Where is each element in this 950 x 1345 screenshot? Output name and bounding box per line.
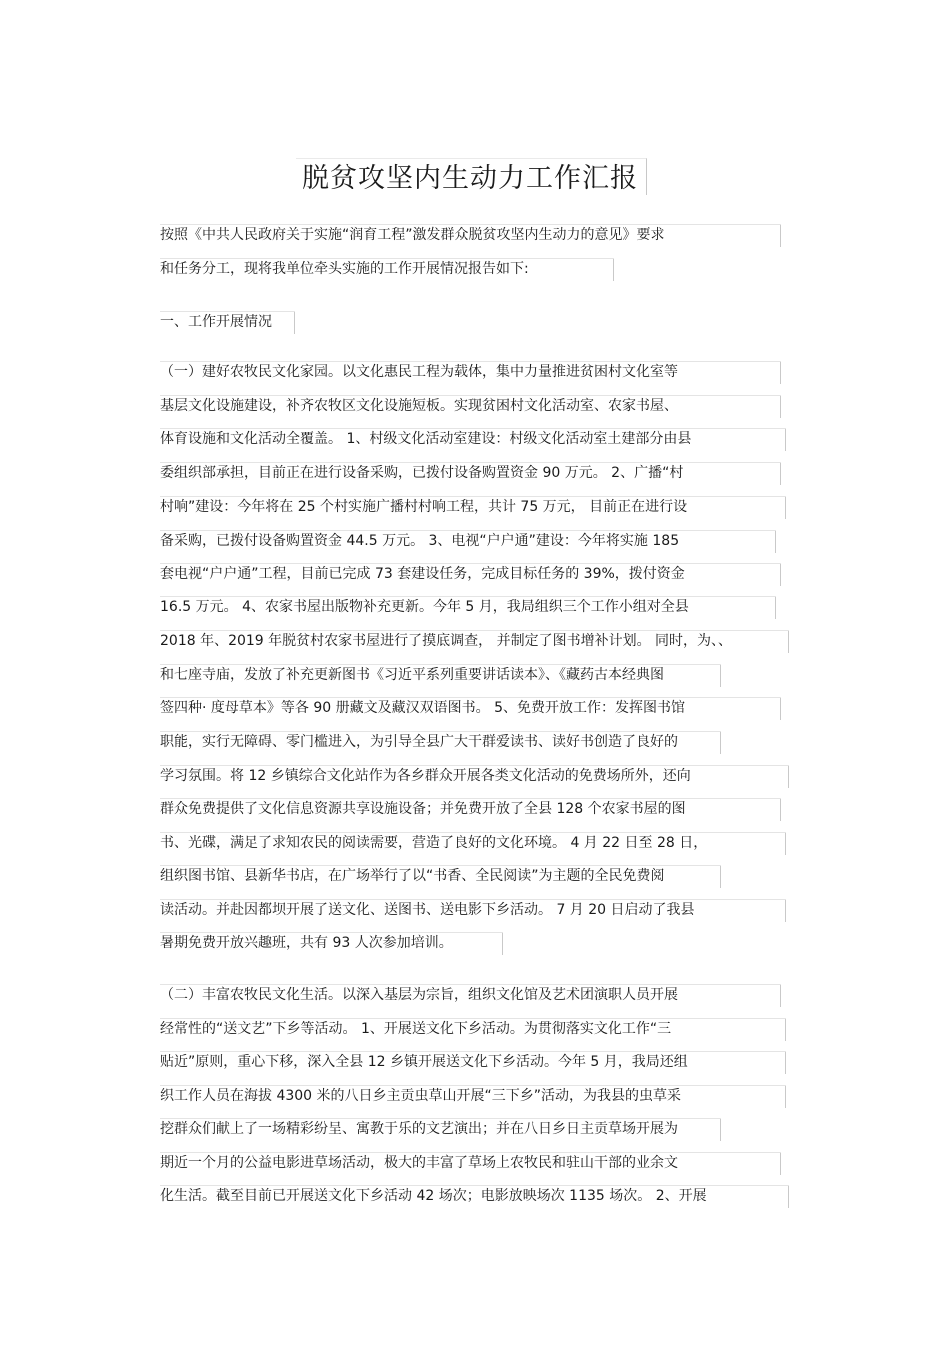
body-text-line: 群众免费提供了文化信息资源共享设施设备；并免费开放了全县 128 个农家书屋的图 [160, 801, 686, 817]
body-text-line: 化生活。截至目前已开展送文化下乡活动 42 场次；电影放映场次 1135 场次。 2、开展 [160, 1188, 707, 1204]
body-text-line: 学习氛围。将 12 乡镇综合文化站作为各乡群众开展各类文化活动的免费场所外，还向 [160, 768, 691, 784]
body-text-line: 期近一个月的公益电影进草场活动，极大的丰富了草场上农牧民和驻山干部的业余文 [160, 1155, 678, 1171]
body-text-line: 2018 年、2019 年脱贫村农家书屋进行了摸底调查， 并制定了图书增补计划。 同时，为、、 [160, 633, 733, 649]
body-text-line: 村响”建设：今年将在 25 个村实施广播村村响工程，共计 75 万元， 目前正在进行设 [160, 499, 688, 515]
body-text-line: 和任务分工，现将我单位牵头实施的工作开展情况报告如下: [160, 261, 529, 277]
body-text-line: 暑期免费开放兴趣班，共有 93 人次参加培训。 [160, 935, 453, 951]
body-text-line: 备采购，已拨付设备购置资金 44.5 万元。 3、电视“户户通”建设：今年将实施 185 [160, 533, 680, 549]
body-text-line: 职能，实行无障碍、零门槛进入，为引导全县广大干群爱读书、读好书创造了良好的 [160, 734, 678, 750]
body-text-line: 组织图书馆、县新华书店，在广场举行了以“书香、全民阅读”为主题的全民免费阅 [160, 868, 665, 884]
body-text-line: 读活动。并赴因都坝开展了送文化、送图书、送电影下乡活动。 7 月 20 日启动了我县 [160, 902, 695, 918]
body-text-line: 贴近”原则，重心下移，深入全县 12 乡镇开展送文化下乡活动。今年 5 月，我局还组 [160, 1054, 688, 1070]
body-text-line: 按照《中共人民政府关于实施“润育工程”激发群众脱贫攻坚内生动力的意见》要求 [160, 227, 665, 243]
body-text-line: 基层文化设施建设，补齐农牧区文化设施短板。实现贫困村文化活动室、农家书屋、 [160, 398, 678, 414]
body-text-line: 挖群众们献上了一场精彩纷呈、寓教于乐的文艺演出；并在八日乡日主贡草场开展为 [160, 1121, 678, 1137]
body-text-line: 套电视“户户通”工程，目前已完成 73 套建设任务，完成目标任务的 39%，拨付资金 [160, 566, 685, 582]
body-text-line: 16.5 万元。 4、农家书屋出版物补充更新。今年 5 月，我局组织三个工作小组对全县 [160, 599, 689, 615]
body-text-line: 委组织部承担，目前正在进行设备采购，已拨付设备购置资金 90 万元。 2、广播“村 [160, 465, 684, 481]
section-heading: 一、工作开展情况 [160, 314, 272, 330]
page-title: 脱贫攻坚内生动力工作汇报 [302, 163, 638, 194]
body-text-line: 和七座寺庙，发放了补充更新图书《习近平系列重要讲话读本》、《藏药古本经典图 [160, 667, 664, 683]
body-text-line: 织工作人员在海拔 4300 米的八日乡主贡虫草山开展“三下乡”活动，为我县的虫草采 [160, 1088, 682, 1104]
body-text-line: 签四种· 度母草本》等各 90 册藏文及藏汉双语图书。 5、免费开放工作：发挥图书馆 [160, 700, 685, 716]
body-text-line: 经常性的“送文艺”下乡等活动。 1、开展送文化下乡活动。为贯彻落实文化工作“三 [160, 1021, 672, 1037]
body-text-line: （一）建好农牧民文化家园。以文化惠民工程为载体，集中力量推进贫困村文化室等 [160, 364, 678, 380]
body-text-line: 体育设施和文化活动全覆盖。 1、村级文化活动室建设：村级文化活动室土建部分由县 [160, 431, 692, 447]
body-text-line: 书、光碟，满足了求知农民的阅读需要，营造了良好的文化环境。 4 月 22 日至 28 日， [160, 835, 708, 851]
body-text-line: （二）丰富农牧民文化生活。以深入基层为宗旨，组织文化馆及艺术团演职人员开展 [160, 987, 678, 1003]
